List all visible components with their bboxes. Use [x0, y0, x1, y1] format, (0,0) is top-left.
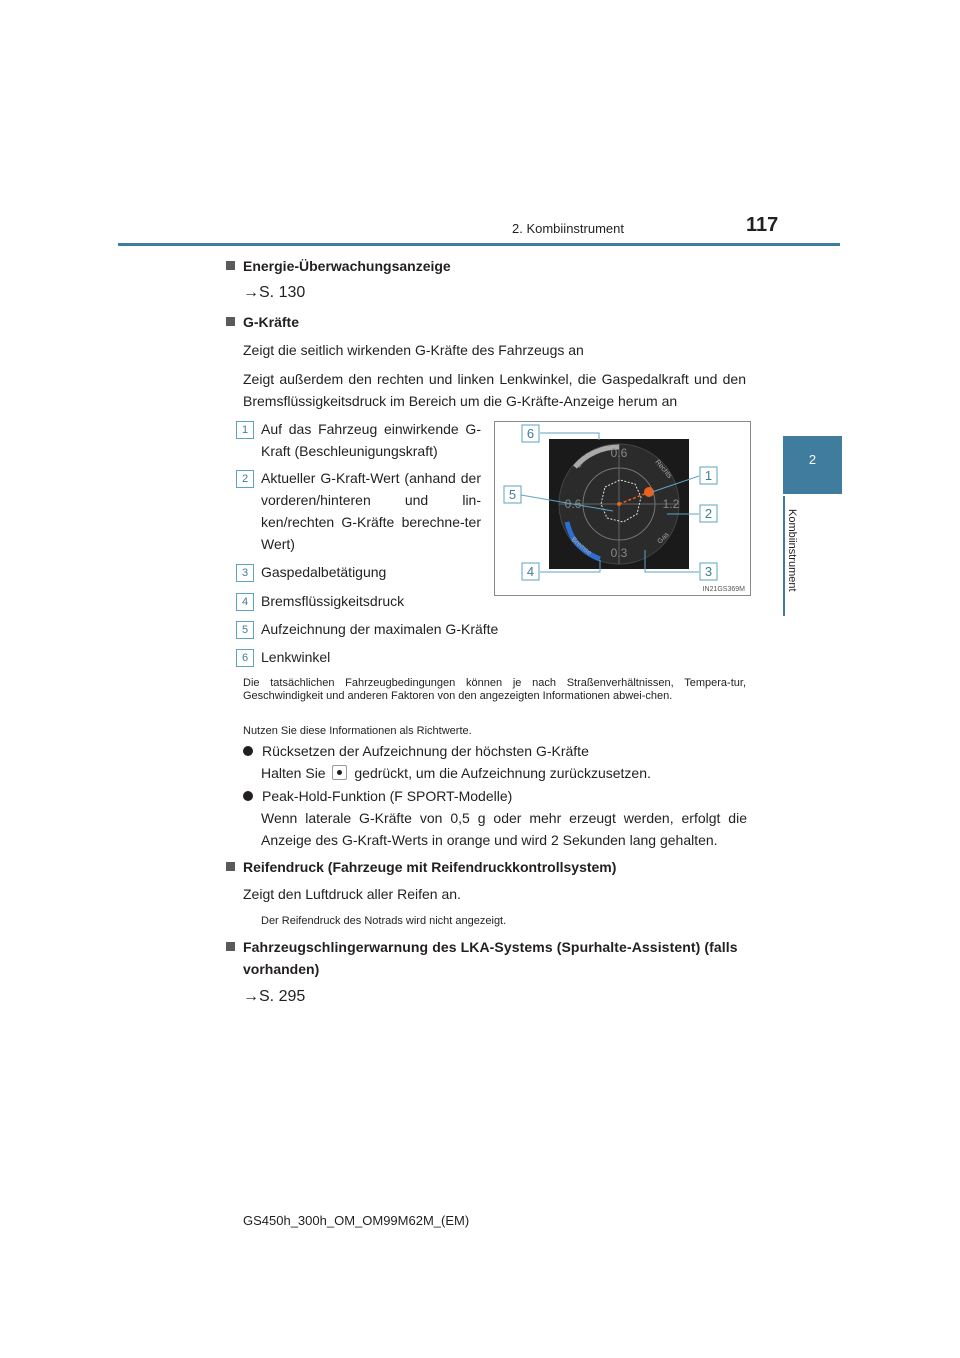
- figure-callout-6: 6: [526, 426, 535, 441]
- arc-label-rechts: Rechts: [653, 458, 673, 480]
- bullet-peak-hold-text: Wenn laterale G-Kräfte von 0,5 g oder mehr erzeugt werden, erfolgt die Anzeige des G-Kraft-Werts in orange und wird 2 Sekunden lang gehalten.: [261, 810, 747, 848]
- chapter-tab-label: Kombiinstrument: [786, 509, 798, 592]
- figure-callout-1: 1: [704, 468, 713, 483]
- chapter-tab-rule: [783, 496, 785, 616]
- item-4: [236, 590, 481, 612]
- arc-label-bremse: Bremse: [569, 536, 593, 558]
- figure-code: IN21GS369M: [702, 586, 745, 593]
- header-rule: [118, 243, 840, 246]
- figure-callout-5: 5: [508, 487, 517, 502]
- gkraefte-paragraph-1: Zeigt die seitlich wirkenden G-Kräfte des Fahrzeugs an: [243, 342, 584, 358]
- bullet-peak-hold-title: Peak-Hold-Funktion (F SPORT-Modelle): [262, 788, 513, 804]
- callout-2-badge: 2: [236, 470, 254, 488]
- section-energie-heading: [226, 258, 451, 274]
- reifen-note: Der Reifendruck des Notrads wird nicht angezeigt.: [261, 915, 507, 927]
- callout-3-badge: 3: [236, 564, 254, 582]
- bullet-icon: [243, 746, 253, 756]
- gforce-figure: [494, 421, 751, 596]
- lka-page-ref[interactable]: →S. 295: [243, 988, 306, 1005]
- bullet-reset: [243, 740, 748, 762]
- gkraefte-note-1: Die tatsächlichen Fahrzeugbedingungen können je nach Straßenverhältnissen, Tempera-tur, Geschwindigkeit und anderen Faktoren von den angezeigten Informationen abwei-chen.: [243, 677, 746, 702]
- square-bullet-icon: [226, 317, 235, 326]
- footer-document-code: GS450h_300h_OM_OM99M62M_(EM): [243, 1213, 470, 1228]
- bullet-reset-text-a: Halten Sie: [261, 765, 326, 781]
- item-1-text: Auf das Fahrzeug einwirkende G-Kraft (Beschleunigungskraft): [261, 421, 481, 459]
- meter-control-button-icon: [332, 765, 347, 780]
- header-chapter: 2. Kombiinstrument: [512, 221, 624, 236]
- callout-6-badge: 6: [236, 649, 254, 667]
- section-gkraefte-title: G-Kräfte: [243, 314, 300, 330]
- figure-callout-4: 4: [526, 564, 535, 579]
- bullet-icon: [243, 791, 253, 801]
- chapter-tab-number: 2: [808, 452, 817, 467]
- item-2-text: Aktueller G-Kraft-Wert (anhand der vorderen/hinteren und lin-ken/rechten G-Kräfte berechne-ter Wert): [261, 470, 481, 552]
- bullet-reset-text-b: gedrückt, um die Aufzeichnung zurückzusetzen.: [354, 765, 651, 781]
- item-2: [236, 467, 481, 555]
- arc-label-links: Links: [575, 452, 592, 470]
- gauge-label-left: 0.6: [564, 497, 582, 511]
- item-5: [236, 618, 636, 640]
- bullet-reset-text: [261, 762, 751, 784]
- section-lka-heading: [226, 939, 748, 955]
- section-lka-title-a: Fahrzeugschlingerwarnung des LKA-Systems (Spurhalte-Assistent) (falls: [243, 939, 738, 955]
- item-3-text: Gaspedalbetätigung: [261, 564, 387, 580]
- item-6-text: Lenkwinkel: [261, 649, 331, 665]
- callout-6-leader: [540, 433, 599, 440]
- section-lka-title-b: vorhanden): [243, 961, 320, 977]
- gkraefte-paragraph-2: Zeigt außerdem den rechten und linken Lenkwinkel, die Gaspedalkraft und den Bremsflüssigkeitsdruck im Bereich um die G-Kräfte-Anzeige herum an: [243, 371, 746, 409]
- section-gkraefte-heading: [226, 314, 299, 330]
- figure-callout-2: 2: [704, 506, 713, 521]
- section-energie-title: Energie-Überwachungsanzeige: [243, 258, 451, 274]
- square-bullet-icon: [226, 261, 235, 270]
- square-bullet-icon: [226, 942, 235, 951]
- gkraefte-note-2: Nutzen Sie diese Informationen als Richtwerte.: [243, 725, 472, 737]
- gauge-label-top: 0.6: [610, 446, 628, 460]
- gauge-center: [617, 502, 621, 506]
- gforce-gauge-illustration: [495, 422, 750, 595]
- callout-4-badge: 4: [236, 593, 254, 611]
- section-reifen-heading: [226, 859, 616, 875]
- item-1: [236, 418, 481, 462]
- callout-1-badge: 1: [236, 421, 254, 439]
- gauge-label-right: 1.2: [662, 497, 680, 511]
- section-reifen-title: Reifendruck (Fahrzeuge mit Reifendruckkontrollsystem): [243, 859, 617, 875]
- item-6: [236, 646, 481, 668]
- reifen-text: Zeigt den Luftdruck aller Reifen an.: [243, 886, 461, 902]
- bullet-reset-title: Rücksetzen der Aufzeichnung der höchsten G-Kräfte: [262, 743, 589, 759]
- square-bullet-icon: [226, 862, 235, 871]
- energie-page-ref[interactable]: →S. 130: [243, 284, 306, 301]
- arc-label-gas: Gas: [656, 531, 671, 546]
- item-5-text: Aufzeichnung der maximalen G-Kräfte: [261, 621, 499, 637]
- page-number: 117: [746, 214, 779, 236]
- item-3: [236, 561, 481, 583]
- item-4-text: Bremsflüssigkeitsdruck: [261, 593, 405, 609]
- bullet-peak-hold: [243, 785, 748, 807]
- gauge-label-bottom: 0.3: [610, 546, 628, 560]
- callout-5-badge: 5: [236, 621, 254, 639]
- figure-callout-3: 3: [704, 564, 713, 579]
